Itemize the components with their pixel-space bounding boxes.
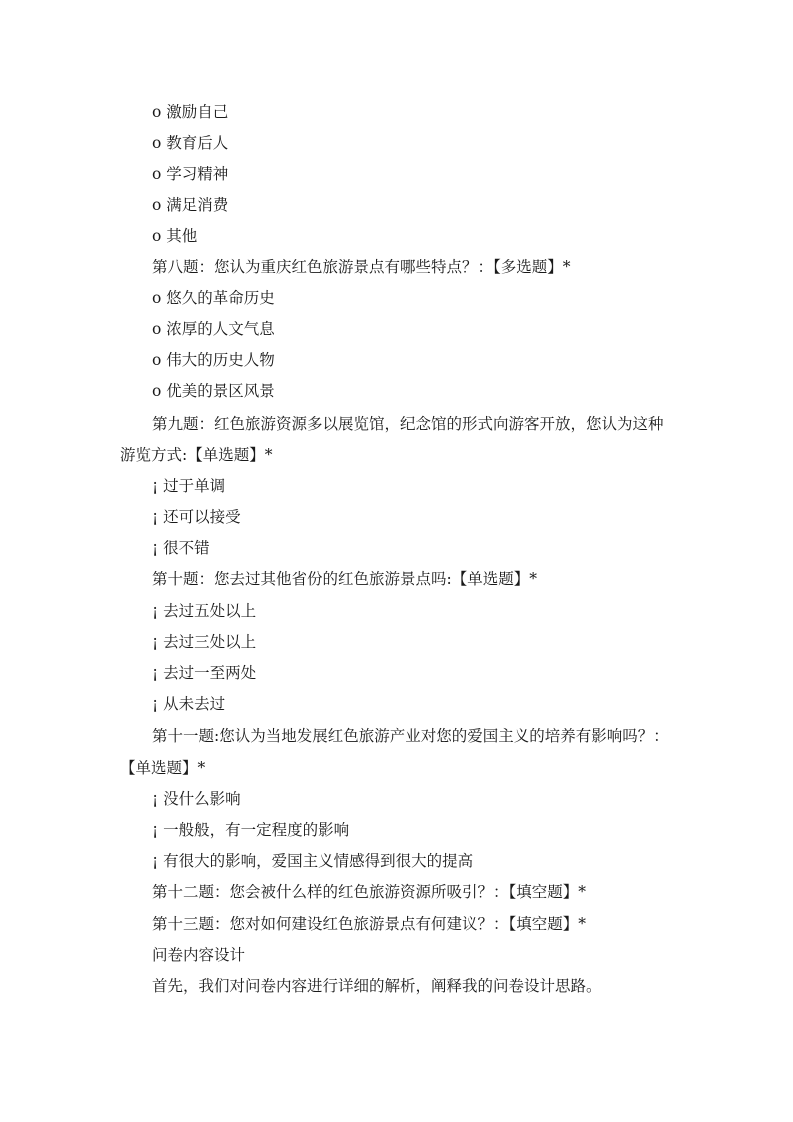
- option-line: ¡ 去过一至两处: [152, 664, 257, 682]
- option-line: o 优美的景区风景: [152, 382, 275, 400]
- option-line: ¡ 还可以接受: [152, 508, 241, 526]
- body-paragraph: 首先，我们对问卷内容进行详细的解析，阐释我的问卷设计思路。: [152, 977, 602, 995]
- option-line: ¡ 一般般，有一定程度的影响: [152, 821, 350, 839]
- question-9: 第九题：红色旅游资源多以展览馆，纪念馆的形式向游客开放，您认为这种: [152, 415, 664, 433]
- question-8: 第八题：您认为重庆红色旅游景点有哪些特点？：【多选题】*: [152, 258, 571, 276]
- option-line: ¡ 很不错: [152, 539, 210, 557]
- option-line: ¡ 没什么影响: [152, 790, 241, 808]
- section-heading: 问卷内容设计: [152, 946, 246, 964]
- option-line: ¡ 过于单调: [152, 477, 226, 495]
- question-11-continued: 【单选题】*: [120, 759, 206, 777]
- option-line: o 浓厚的人文气息: [152, 320, 275, 338]
- option-line: o 悠久的革命历史: [152, 289, 275, 307]
- option-line: o 激励自己: [152, 103, 229, 121]
- question-9-continued: 游览方式:【单选题】*: [120, 446, 273, 464]
- option-line: o 满足消费: [152, 196, 229, 214]
- option-line: o 教育后人: [152, 134, 229, 152]
- option-line: ¡ 有很大的影响，爱国主义情感得到很大的提高: [152, 852, 474, 870]
- option-line: ¡ 去过五处以上: [152, 602, 257, 620]
- option-line: o 其他: [152, 227, 198, 245]
- question-12: 第十二题：您会被什么样的红色旅游资源所吸引？：【填空题】*: [152, 883, 587, 901]
- question-10: 第十题：您去过其他省份的红色旅游景点吗:【单选题】*: [152, 570, 537, 588]
- option-line: ¡ 去过三处以上: [152, 633, 257, 651]
- question-13: 第十三题：您对如何建设红色旅游景点有何建议？：【填空题】*: [152, 915, 587, 933]
- option-line: o 伟大的历史人物: [152, 351, 275, 369]
- question-11: 第十一题:您认为当地发展红色旅游产业对您的爱国主义的培养有影响吗？：: [152, 727, 669, 745]
- option-line: o 学习精神: [152, 165, 229, 183]
- option-line: ¡ 从未去过: [152, 695, 226, 713]
